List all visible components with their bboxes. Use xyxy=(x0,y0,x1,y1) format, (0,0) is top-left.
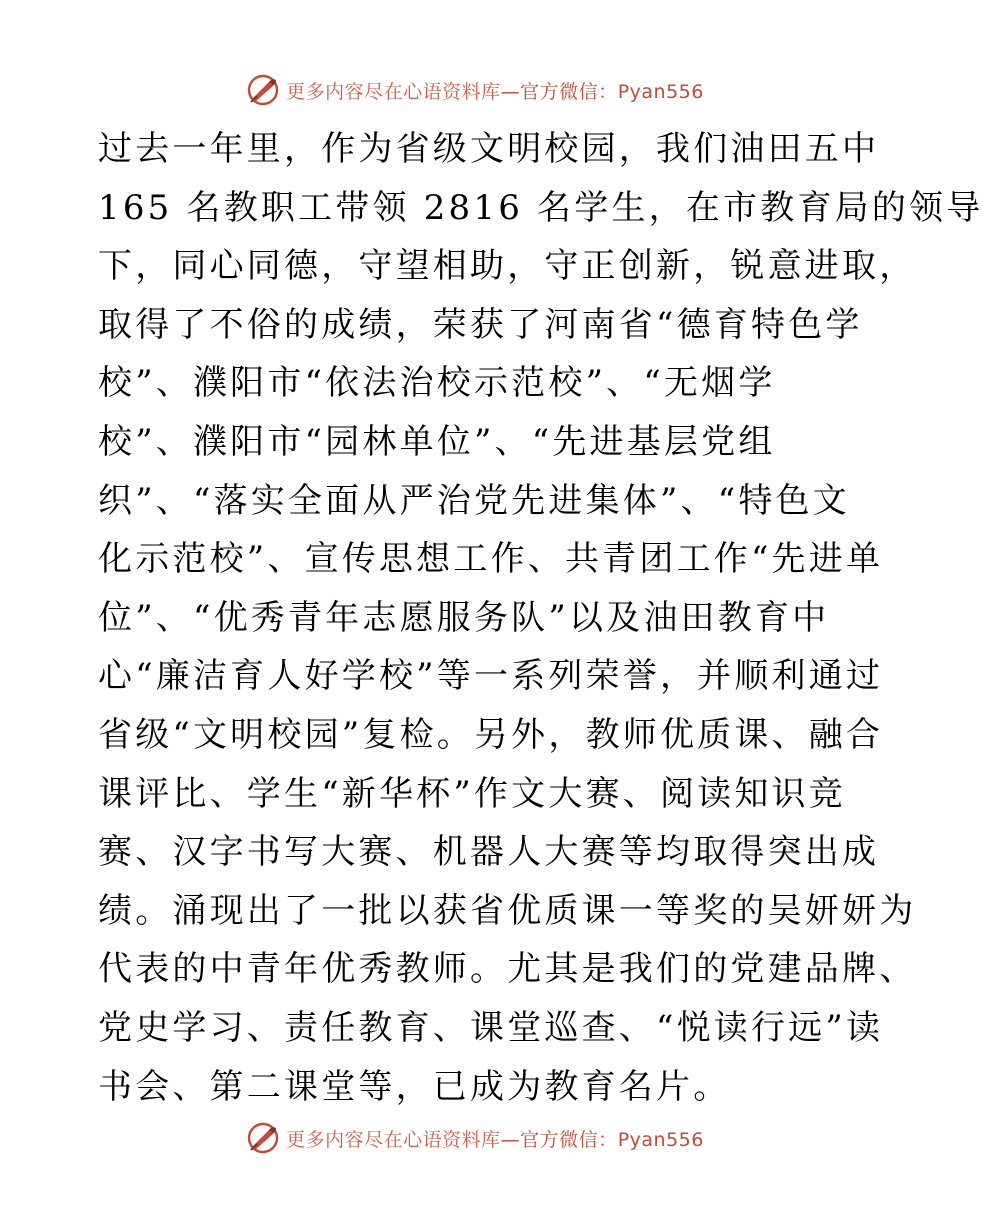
paragraph-line: 165 名教职工带领 2816 名学生，在市教育局的领导 xyxy=(98,187,983,228)
paragraph-line: 取得了不俗的成绩，荣获了河南省“德育特色学 xyxy=(98,304,863,345)
paragraph-line: 课评比、学生“新华杯”作文大赛、阅读知识竞 xyxy=(98,773,846,814)
paragraph-line: 党史学习、责任教育、课堂巡查、“悦读行远”读 xyxy=(98,1007,884,1048)
watermark-wechat-id: Pyan556 xyxy=(617,1128,704,1151)
watermark-brand: 更多内容尽在心语资料库 xyxy=(286,1128,501,1151)
watermark-brand: 更多内容尽在心语资料库 xyxy=(286,80,501,103)
header-watermark xyxy=(0,68,950,112)
paragraph-line: 化示范校”、宣传思想工作、共青团工作“先进单 xyxy=(98,539,884,580)
body-paragraph xyxy=(98,120,983,1116)
watermark-text xyxy=(286,77,704,104)
watermark-wechat-id: Pyan556 xyxy=(617,80,704,103)
footer-watermark xyxy=(0,1116,950,1160)
paragraph-line: 织”、“落实全面从严治党先进集体”、“特色文 xyxy=(98,480,850,521)
watermark-text xyxy=(286,1125,704,1152)
paragraph-line: 绩。涌现出了一批以获省优质课一等奖的吴妍妍为 xyxy=(98,890,917,931)
paragraph-line: 校”、濮阳市“依法治校示范校”、“无烟学 xyxy=(98,363,776,404)
paragraph-line: 书会、第二课堂等，已成为教育名片。 xyxy=(98,1066,731,1107)
paragraph-line: 过去一年里，作为省级文明校园，我们油田五中 xyxy=(98,129,880,169)
watermark-separator: — xyxy=(500,80,521,103)
paragraph-line: 省级“文明校园”复检。另外，教师优质课、融合 xyxy=(98,714,884,755)
paragraph-line: 代表的中青年优秀教师。尤其是我们的党建品牌、 xyxy=(98,949,917,990)
watermark-official-label: 官方微信： xyxy=(520,1128,618,1151)
paragraph-line: 校”、濮阳市“园林单位”、“先进基层党组 xyxy=(98,421,776,462)
quill-logo-icon xyxy=(246,1121,280,1155)
quill-logo-icon xyxy=(246,73,280,107)
paragraph-line: 心“廉洁育人好学校”等一系列荣誉，并顺利通过 xyxy=(98,656,884,697)
paragraph-line: 位”、“优秀青年志愿服务队”以及油田教育中 xyxy=(98,597,830,638)
watermark-separator: — xyxy=(500,1128,521,1151)
paragraph-line: 赛、汉字书写大赛、机器人大赛等均取得突出成 xyxy=(98,832,880,873)
watermark-official-label: 官方微信： xyxy=(520,80,618,103)
paragraph-line: 下，同心同德，守望相助，守正创新，锐意进取， xyxy=(98,246,917,287)
